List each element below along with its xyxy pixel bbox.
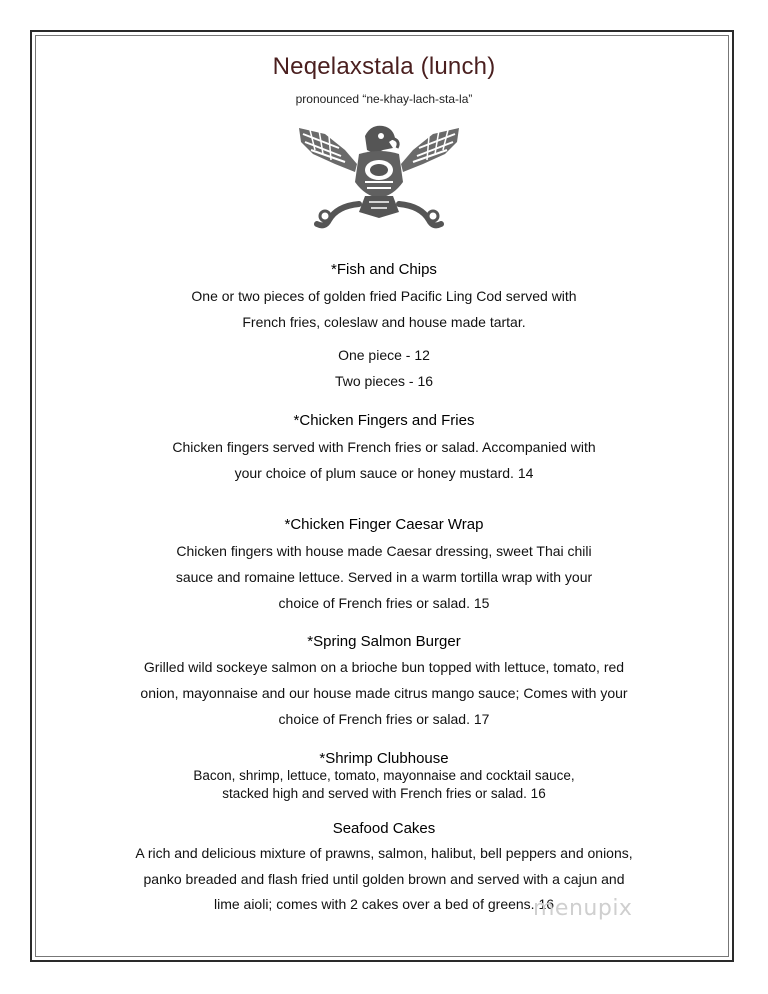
item-title: *Shrimp Clubhouse: [319, 750, 449, 767]
item-price-option: Two pieces - 16: [334, 373, 434, 389]
item-title: *Chicken Fingers and Fries: [293, 412, 475, 429]
item-description-line: A rich and delicious mixture of prawns, salmon, halibut, bell peppers and onions,: [135, 845, 633, 861]
item-description-line: Chicken fingers served with French fries or salad. Accompanied with: [172, 439, 596, 455]
item-description-line: your choice of plum sauce or honey mustard. 14: [234, 465, 534, 481]
item-description-line: French fries, coleslaw and house made tartar.: [242, 314, 526, 330]
item-description-line: choice of French fries or salad. 15: [278, 595, 490, 611]
item-description-line: lime aioli; comes with 2 cakes over a bed of greens. 16: [213, 896, 555, 912]
item-description-line: Chicken fingers with house made Caesar dressing, sweet Thai chili: [176, 543, 592, 559]
item-title: *Spring Salmon Burger: [307, 633, 461, 650]
pronunciation: pronounced “ne-khay-lach-sta-la”: [295, 92, 473, 106]
item-description-line: One or two pieces of golden fried Pacific Ling Cod served with: [191, 288, 577, 304]
item-description-line: panko breaded and flash fried until golden brown and served with a cajun and: [143, 871, 625, 887]
item-description-line: onion, mayonnaise and our house made citrus mango sauce; Comes with your: [140, 685, 628, 701]
item-description-line: stacked high and served with French fries or salad. 16: [222, 786, 546, 801]
item-description-line: Bacon, shrimp, lettuce, tomato, mayonnaise and cocktail sauce,: [193, 768, 575, 783]
menu-title: Neqelaxstala (lunch): [272, 53, 496, 80]
item-description-line: sauce and romaine lettuce. Served in a warm tortilla wrap with your: [175, 569, 593, 585]
item-description-line: Grilled wild sockeye salmon on a brioche bun topped with lettuce, tomato, red: [143, 659, 625, 675]
item-price-option: One piece - 12: [338, 347, 430, 363]
item-title: Seafood Cakes: [332, 820, 436, 837]
item-title: *Chicken Finger Caesar Wrap: [284, 516, 484, 533]
thunderbird-eagle-icon: [295, 120, 463, 232]
item-description-line: choice of French fries or salad. 17: [278, 711, 490, 727]
item-title: *Fish and Chips: [331, 261, 437, 278]
watermark: menupix: [533, 896, 633, 921]
